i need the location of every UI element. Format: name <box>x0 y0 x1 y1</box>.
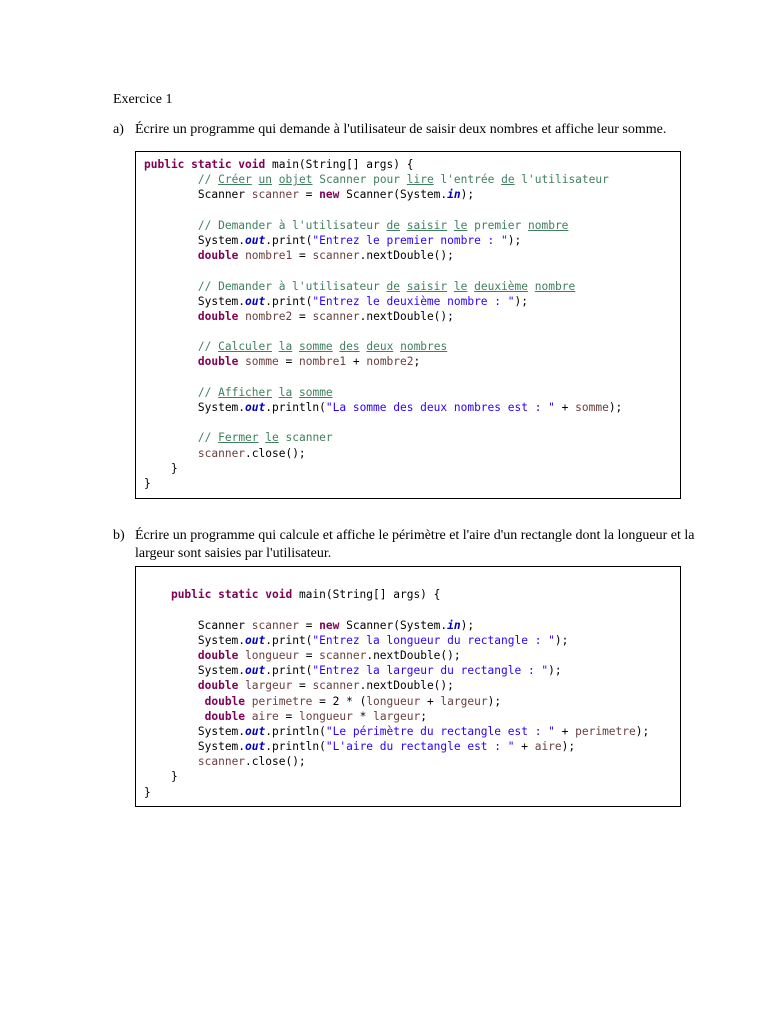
code-token: .println( <box>265 401 326 414</box>
code-token: System. <box>144 740 246 754</box>
exercise-title: Exercice 1 <box>113 92 173 107</box>
code-token: out <box>245 633 266 647</box>
code-token: longueur <box>366 694 421 708</box>
code-line <box>144 385 622 400</box>
code-line <box>144 279 622 294</box>
code-token: un <box>258 173 273 187</box>
code-token: "Entrez le deuxième nombre : " <box>312 294 515 308</box>
code-token: somme <box>245 355 279 369</box>
code-token: ); <box>460 618 475 632</box>
code-line <box>144 354 622 369</box>
code-token: double <box>204 694 246 708</box>
code-token: ); <box>507 233 522 247</box>
code-token: ; <box>420 709 427 723</box>
code-token: = <box>298 188 320 202</box>
code-line <box>144 461 622 476</box>
code-token: out <box>245 401 266 414</box>
code-token <box>272 386 279 399</box>
code-token: .nextDouble(); <box>359 679 454 693</box>
code-token: // Demander à l'utilisateur <box>197 279 387 293</box>
code-token: = <box>298 618 320 632</box>
code-line <box>144 694 649 709</box>
code-token: ); <box>554 633 569 647</box>
code-token <box>144 173 198 186</box>
code-token: main(String[] args) { <box>265 158 414 171</box>
code-token: "Le périmètre du rectangle est : " <box>325 724 555 738</box>
code-token: double <box>197 355 239 369</box>
code-token <box>144 679 198 692</box>
code-token: } <box>144 476 151 490</box>
code-token: } <box>144 461 178 475</box>
code-token: nombres <box>400 340 448 354</box>
code-token: * <box>352 709 374 723</box>
code-token: aire <box>534 740 562 754</box>
code-block-b <box>135 566 681 807</box>
code-line <box>144 785 649 800</box>
code-token: scanner <box>197 446 246 460</box>
code-token: // <box>197 385 219 399</box>
code-token: "La somme des deux nombres est : " <box>325 401 555 414</box>
code-token <box>245 710 252 723</box>
code-token <box>292 340 299 353</box>
code-line <box>144 218 622 233</box>
code-token: Scanner <box>144 618 252 632</box>
code-token: de <box>386 279 400 293</box>
code-token: la <box>278 340 293 354</box>
code-token: scanner <box>197 755 246 769</box>
code-token: .print( <box>265 633 313 647</box>
code-line <box>144 370 622 385</box>
code-token: nombre1 <box>298 355 347 369</box>
code-token: in <box>447 618 461 632</box>
code-token: System. <box>144 294 246 308</box>
question-b-label: b) <box>113 528 125 543</box>
code-token: Scanner pour <box>312 173 407 187</box>
code-token: public static void <box>144 158 266 171</box>
code-token: somme <box>575 401 609 414</box>
code-token: .println( <box>265 724 326 738</box>
code-line <box>144 157 622 172</box>
code-line <box>144 754 649 769</box>
code-token: System. <box>144 633 246 647</box>
code-token: out <box>245 294 266 308</box>
code-token: perimetre <box>575 724 636 738</box>
code-token: scanner <box>312 249 360 263</box>
code-token: le <box>453 279 468 293</box>
code-token: "Entrez la largeur du rectangle : " <box>312 664 549 678</box>
code-token: ; <box>413 355 421 369</box>
code-token: l'entrée <box>433 173 502 187</box>
code-token: nombre <box>528 218 569 232</box>
code-token <box>292 386 299 399</box>
code-token: // <box>197 431 219 445</box>
code-token: l'utilisateur <box>514 173 609 187</box>
code-token: objet <box>278 173 313 187</box>
code-token: .print( <box>265 294 313 308</box>
code-token: .print( <box>265 233 313 247</box>
code-token: ); <box>487 694 502 708</box>
code-token: + <box>514 740 535 754</box>
code-token: Afficher <box>218 385 272 399</box>
code-token <box>144 649 198 662</box>
code-token: perimetre <box>251 694 313 708</box>
code-token: double <box>197 249 239 263</box>
code-line <box>144 415 622 430</box>
code-token: double <box>197 648 239 662</box>
code-line <box>144 400 622 415</box>
code-token: scanner <box>251 188 299 202</box>
code-token: .nextDouble(); <box>359 309 454 323</box>
code-token: System. <box>144 233 246 247</box>
code-token: } <box>144 785 151 799</box>
code-token: saisir <box>406 218 448 232</box>
code-token: public static void <box>170 588 293 602</box>
code-line <box>144 769 649 784</box>
code-line <box>144 678 649 693</box>
code-line <box>144 233 622 248</box>
code-line <box>144 648 649 663</box>
code-token: scanner <box>251 618 299 632</box>
question-b-text: Écrire un programme qui calcule et affiche le périmètre et l'aire d'un rectangle dont la longueur et la largeur sont saisies par l'utilisateur. <box>135 528 695 561</box>
code-token: somme <box>298 385 333 399</box>
code-token: nombre2 <box>366 355 414 369</box>
code-token: = <box>298 648 320 662</box>
code-token <box>447 219 454 232</box>
code-token: ); <box>608 401 623 414</box>
code-token: de <box>501 173 515 187</box>
code-token: "Entrez la longueur du rectangle : " <box>312 633 555 647</box>
code-token: + <box>554 401 576 414</box>
code-token: premier <box>467 218 528 232</box>
code-token: nombre <box>534 279 576 293</box>
code-line <box>144 618 649 633</box>
code-line <box>144 602 649 617</box>
code-token: de <box>386 218 400 232</box>
code-token: .close(); <box>245 446 306 460</box>
code-token: Créer <box>218 173 252 187</box>
code-line <box>144 572 649 587</box>
code-token: double <box>197 309 239 323</box>
code-token: + <box>554 724 576 738</box>
code-token: System. <box>144 664 246 678</box>
code-token: ); <box>460 188 475 202</box>
code-token: = 2 * ( <box>312 694 367 708</box>
code-token: le <box>265 431 279 445</box>
code-token: scanner <box>319 648 367 662</box>
code-token: System. <box>144 724 246 738</box>
code-token: + <box>420 694 441 708</box>
code-token <box>245 695 252 708</box>
code-line <box>144 309 622 324</box>
code-token: scanner <box>278 431 333 445</box>
code-token: largeur <box>373 709 421 723</box>
code-token: deuxième <box>474 279 529 293</box>
code-token: = <box>292 309 313 323</box>
code-token: // Demander à l'utilisateur <box>197 218 387 232</box>
code-token: ); <box>561 740 576 754</box>
code-token <box>252 173 259 186</box>
code-token <box>144 588 171 601</box>
code-token <box>144 310 198 323</box>
code-line <box>144 263 622 278</box>
code-token <box>144 755 198 768</box>
code-token: out <box>245 740 266 754</box>
code-token: // <box>197 173 219 187</box>
code-token: .nextDouble(); <box>366 648 461 662</box>
code-token: saisir <box>406 279 448 293</box>
question-a-label: a) <box>113 122 124 137</box>
code-b <box>144 572 649 800</box>
code-line <box>144 339 622 354</box>
code-token <box>144 219 198 232</box>
code-token: = <box>292 679 313 693</box>
code-token <box>144 280 198 293</box>
code-token <box>144 710 205 723</box>
code-token: ); <box>548 664 562 678</box>
code-token <box>144 340 198 353</box>
code-token: System. <box>144 401 246 414</box>
code-line <box>144 476 622 491</box>
code-line <box>144 663 649 678</box>
code-token: aire <box>251 709 279 723</box>
code-token: .println( <box>265 740 326 754</box>
code-token: in <box>447 188 461 202</box>
code-token: ); <box>514 294 528 308</box>
code-token: } <box>144 770 178 784</box>
code-line <box>144 430 622 445</box>
code-token: new <box>319 188 340 202</box>
code-token: // <box>197 340 219 354</box>
code-token: Scanner <box>144 188 252 202</box>
code-token: longueur <box>298 709 353 723</box>
code-token: main(String[] args) { <box>292 588 441 602</box>
code-token: Scanner(System. <box>339 618 448 632</box>
code-token: "Entrez le premier nombre : " <box>312 233 508 247</box>
code-token: double <box>204 709 246 723</box>
code-token <box>447 280 454 293</box>
code-token <box>400 280 407 293</box>
code-token: largeur <box>440 694 488 708</box>
code-token: le <box>453 218 468 232</box>
code-token: out <box>245 233 266 247</box>
code-token: + <box>346 355 367 369</box>
code-token: des <box>339 340 360 354</box>
code-token <box>528 280 535 293</box>
question-a-text: Écrire un programme qui demande à l'utilisateur de saisir deux nombres et affiche leur somme. <box>135 122 667 137</box>
code-token: new <box>319 618 340 632</box>
code-token: ); <box>635 724 650 738</box>
code-token: Scanner(System. <box>339 188 448 202</box>
code-token: deux <box>366 340 394 354</box>
code-token: nombre1 <box>245 249 293 263</box>
code-token <box>272 340 279 353</box>
code-token: out <box>245 664 266 678</box>
code-token: la <box>278 385 293 399</box>
code-token: "L'aire du rectangle est : " <box>325 740 515 754</box>
code-line <box>144 446 622 461</box>
code-token <box>144 386 198 399</box>
code-token: = <box>278 709 299 723</box>
code-token <box>144 249 198 262</box>
code-token: .nextDouble(); <box>359 249 454 263</box>
code-token: .close(); <box>245 755 306 769</box>
code-token: out <box>245 724 266 738</box>
code-line <box>144 587 649 602</box>
code-token <box>144 355 198 368</box>
code-line <box>144 294 622 309</box>
code-token <box>272 173 279 186</box>
code-token: longueur <box>245 648 299 662</box>
code-token: = <box>278 355 299 369</box>
code-token: = <box>292 249 313 263</box>
code-line <box>144 633 649 648</box>
code-line <box>144 324 622 339</box>
code-line <box>144 739 649 754</box>
code-token: .print( <box>265 664 313 678</box>
code-token: scanner <box>312 309 360 323</box>
code-token <box>400 219 407 232</box>
code-block-a <box>135 151 681 499</box>
code-token: lire <box>406 173 434 187</box>
code-token: largeur <box>245 679 293 693</box>
code-token: somme <box>298 340 333 354</box>
code-token: nombre2 <box>245 309 293 323</box>
code-token: scanner <box>312 679 360 693</box>
code-line <box>144 203 622 218</box>
code-token <box>144 447 198 460</box>
code-token: Fermer <box>218 431 259 445</box>
code-line <box>144 709 649 724</box>
code-line <box>144 724 649 739</box>
code-token <box>144 431 198 444</box>
code-token: Calculer <box>218 340 272 354</box>
code-a <box>144 157 622 491</box>
code-line <box>144 248 622 263</box>
code-line <box>144 172 622 187</box>
code-token: double <box>197 679 239 693</box>
code-token <box>144 695 205 708</box>
code-line <box>144 187 622 202</box>
